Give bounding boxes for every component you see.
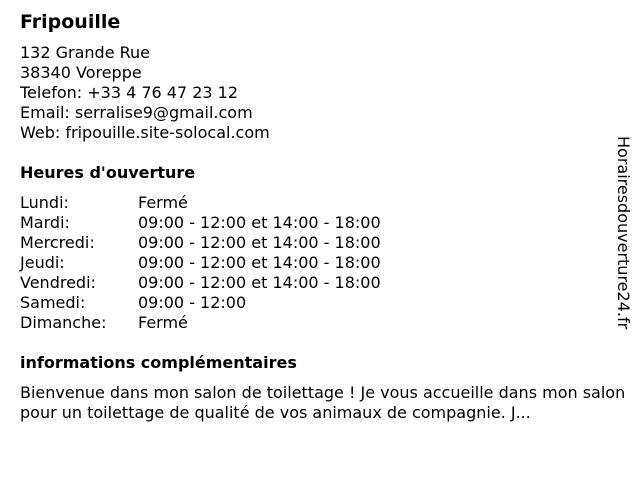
hours-row-friday (20, 273, 620, 293)
hours-value: Fermé (138, 193, 188, 212)
hours-value: 09:00 - 12:00 et 14:00 - 18:00 (138, 253, 381, 272)
opening-hours-heading: Heures d'ouverture (20, 163, 196, 182)
hours-row-monday (20, 193, 620, 213)
hours-value: Fermé (138, 313, 188, 332)
hours-row-sunday (20, 313, 620, 333)
phone-line[interactable]: Telefon: +33 4 76 47 23 12 (20, 83, 239, 102)
hours-row-thursday (20, 253, 620, 273)
hours-value: 09:00 - 12:00 (138, 293, 247, 312)
hours-row-wednesday (20, 233, 620, 253)
day-label: Lundi: (20, 193, 69, 212)
hours-row-saturday (20, 293, 620, 313)
email-line[interactable]: Email: serralise9@gmail.com (20, 103, 253, 122)
address-line1: 132 Grande Rue (20, 43, 151, 62)
day-label: Mardi: (20, 213, 70, 232)
address-line2: 38340 Voreppe (20, 63, 142, 82)
day-label: Jeudi: (20, 253, 65, 272)
hours-value: 09:00 - 12:00 et 14:00 - 18:00 (138, 213, 381, 232)
additional-info-heading: informations complémentaires (20, 353, 297, 372)
opening-hours-list (20, 193, 620, 333)
website-line[interactable]: Web: fripouille.site-solocal.com (20, 123, 270, 142)
hours-value: 09:00 - 12:00 et 14:00 - 18:00 (138, 273, 381, 292)
business-name: Fripouille (20, 11, 121, 33)
day-label: Dimanche: (20, 313, 107, 332)
day-label: Vendredi: (20, 273, 96, 292)
hours-row-tuesday (20, 213, 620, 233)
hours-value: 09:00 - 12:00 et 14:00 - 18:00 (138, 233, 381, 252)
day-label: Samedi: (20, 293, 86, 312)
additional-info-text: Bienvenue dans mon salon de toilettage ! Je vous accueille dans mon salon pour un toilettage de qualité de vos animaux de compagnie. J... (20, 383, 626, 422)
day-label: Mercredi: (20, 233, 95, 252)
side-brand-label: Horairesdouverture24.fr (614, 136, 633, 330)
